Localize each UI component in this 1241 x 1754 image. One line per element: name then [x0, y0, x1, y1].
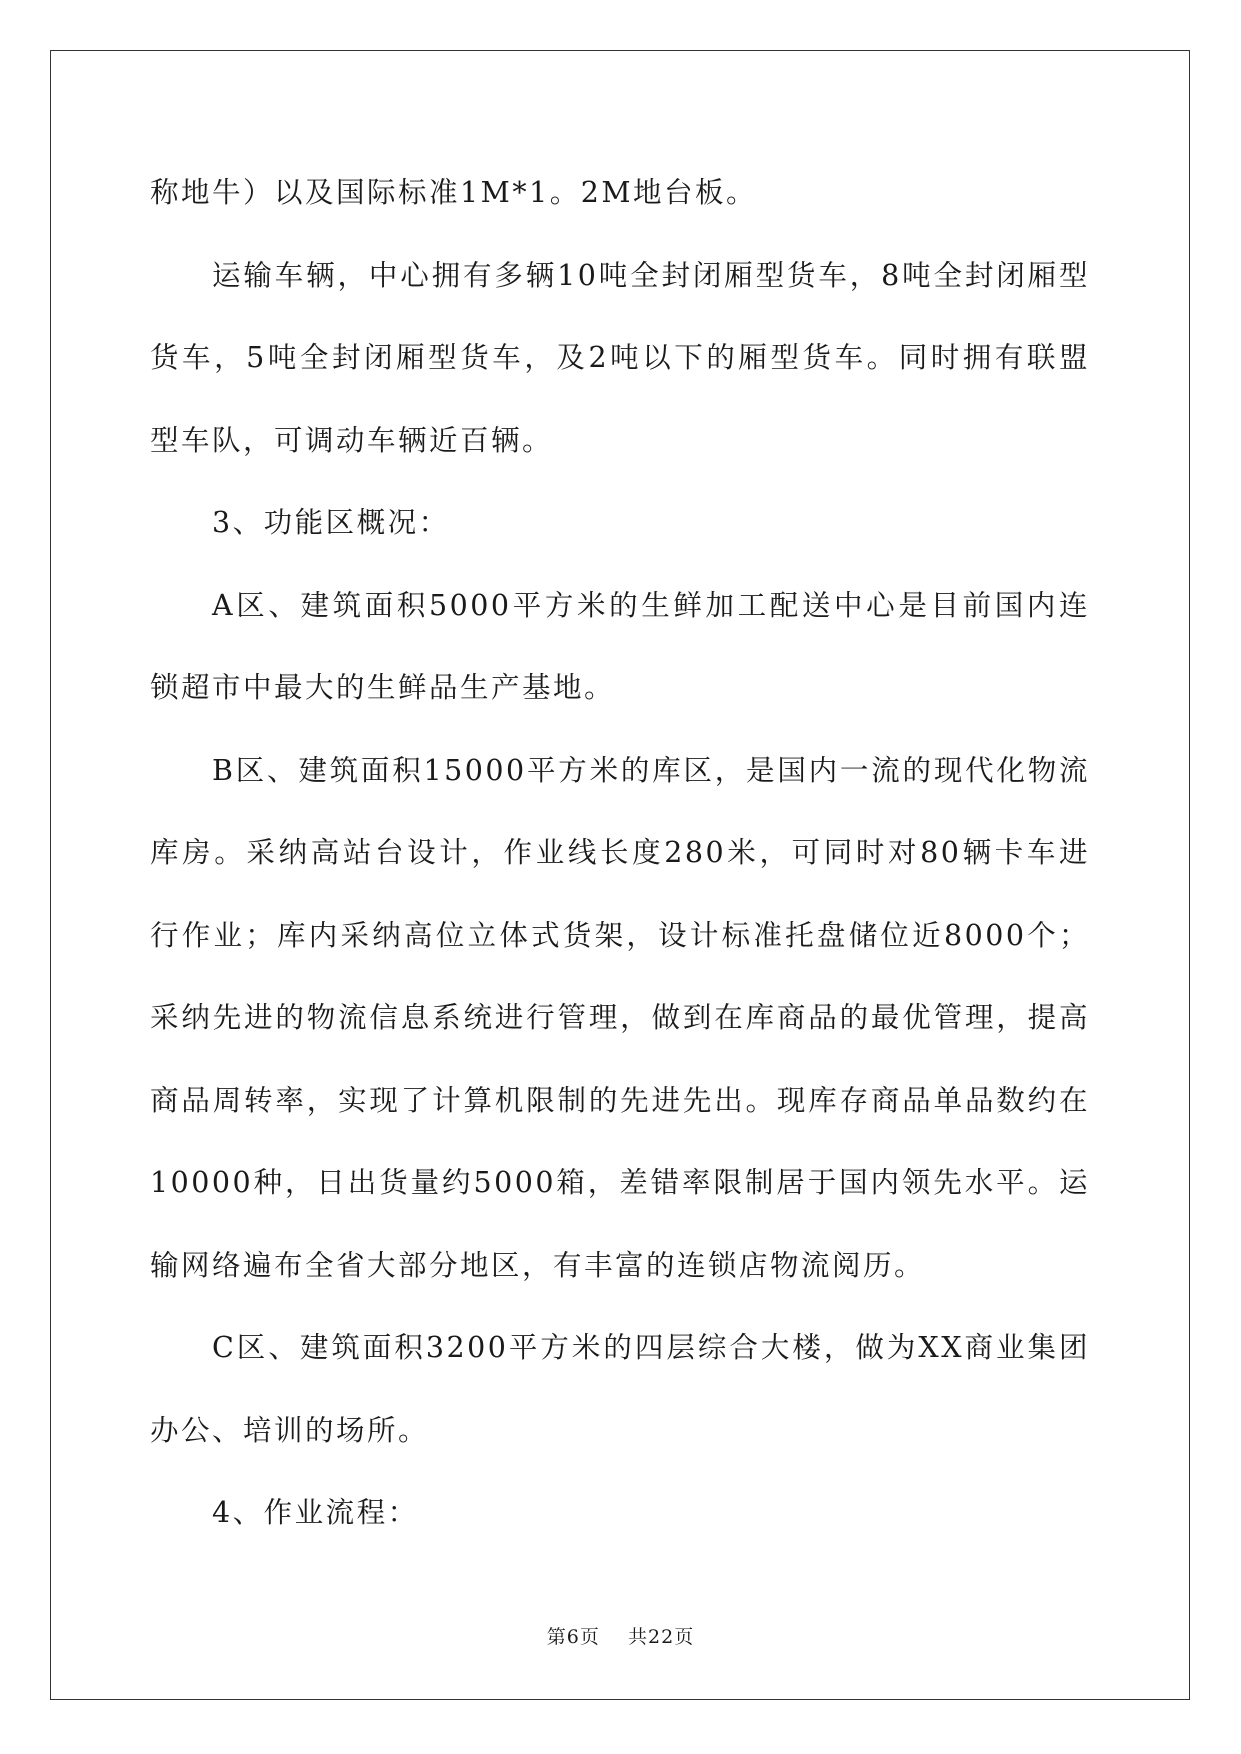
paragraph-5: B区、建筑面积15000平方米的库区，是国内一流的现代化物流库房。采纳高站台设计，作业线长度280米，可同时对80辆卡车进行作业；库内采纳高位立体式货架，设计标准托盘储位近8000个；采纳先进的物流信息系统进行管理，做到在库商品的最优管理，提高商品周转率，实现了计算机限制的先进先出。现库存商品单品数约在10000种，日出货量约5000箱，差错率限制居于国内领先水平。运输网络遍布全省大部分地区，有丰富的连锁店物流阅历。 — [150, 753, 1090, 1282]
paragraph-6: C区、建筑面积3200平方米的四层综合大楼，做为XX商业集团办公、培训的场所。 — [150, 1331, 1090, 1447]
page-footer — [0, 1622, 1241, 1649]
paragraph-2: 运输车辆，中心拥有多辆10吨全封闭厢型货车，8吨全封闭厢型货车，5吨全封闭厢型货车，及2吨以下的厢型货车。同时拥有联盟型车队，可调动车辆近百辆。 — [150, 258, 1090, 457]
paragraph-7: 4、作业流程： — [212, 1496, 419, 1529]
paragraph-1: 称地牛）以及国际标准1M*1。2M地台板。 — [150, 176, 758, 209]
paragraph-3: 3、功能区概况： — [212, 506, 450, 539]
document-body — [150, 152, 1090, 1555]
page-number: 第6页 — [546, 1626, 600, 1648]
page-total: 共22页 — [628, 1626, 695, 1648]
paragraph-4: A区、建筑面积5000平方米的生鲜加工配送中心是目前国内连锁超市中最大的生鲜品生产基地。 — [150, 588, 1090, 704]
